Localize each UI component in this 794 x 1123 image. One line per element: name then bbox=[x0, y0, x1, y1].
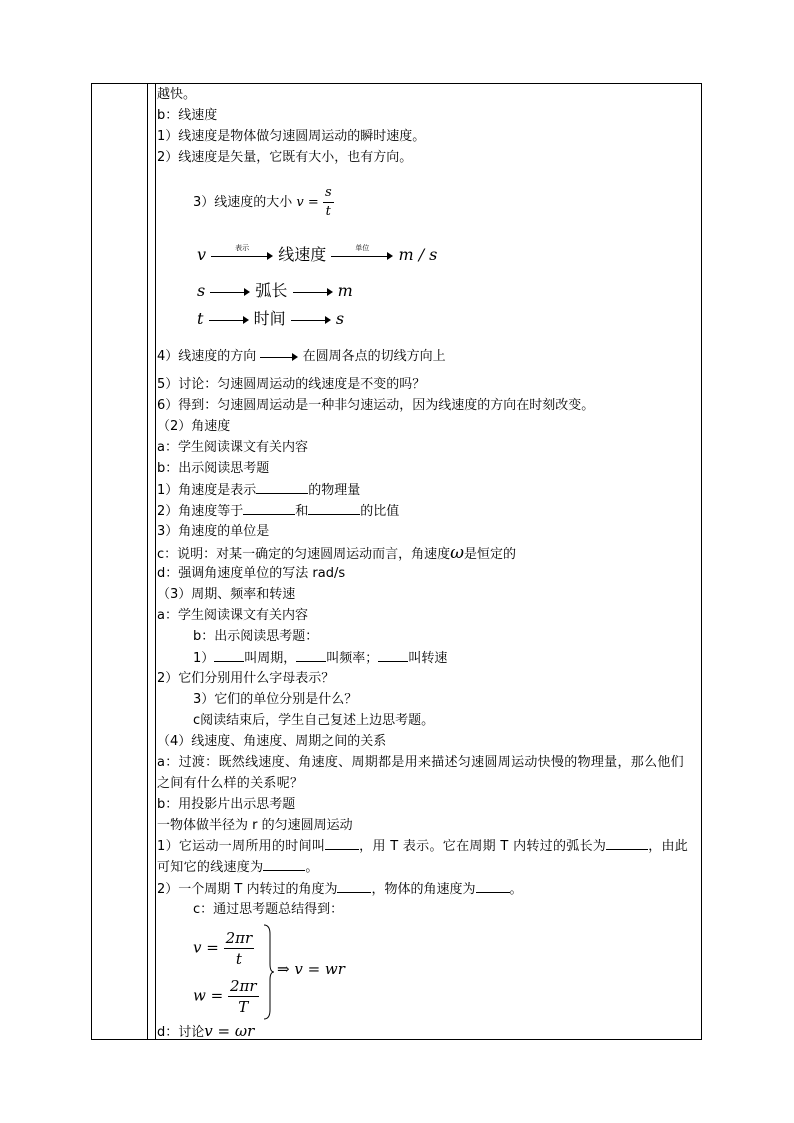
v-fraction: $\frac{2\pi r}{t}$ bbox=[225, 929, 253, 968]
text-line: c：通过思考题总结得到： bbox=[193, 902, 344, 917]
direction-line: 4）线速度的方向 在圆周各点的切线方向上 bbox=[157, 349, 446, 364]
flow-t-line: t 时间 s bbox=[197, 309, 345, 328]
text-line: b：用投影片出示思考题 bbox=[157, 797, 296, 812]
question-paragraph: 1）它运动一周所用的时间叫 ，用 T 表示。它在周期 T 内转过的弧长为 ，由此可知它的线速度为 。 bbox=[157, 839, 689, 875]
arrow-icon bbox=[260, 352, 298, 362]
section-heading: （3）周期、频率和转速 bbox=[157, 587, 296, 602]
answer-blank bbox=[325, 837, 359, 850]
text-line: b：出示阅读思考题： bbox=[193, 629, 319, 644]
arrow-icon: 表示 bbox=[211, 251, 273, 261]
flow-s-line: s 弧长 m bbox=[197, 281, 353, 300]
flow-v-line: v 表示 线速度 单位 m / s bbox=[197, 243, 438, 264]
text-line: b：出示阅读思考题 bbox=[157, 461, 270, 476]
text-line: 2）它们分别用什么字母表示？ bbox=[157, 671, 335, 686]
text-line: a：学生阅读课文有关内容 bbox=[157, 608, 308, 623]
text-line: d：讨论v = ωr bbox=[157, 1022, 255, 1040]
text-line: 3）它们的单位分别是什么？ bbox=[193, 692, 358, 707]
answer-blank bbox=[243, 502, 295, 515]
text-line: c：说明：对某一确定的匀速圆周运动而言，角速度ω是恒定的 bbox=[157, 543, 517, 563]
question-line: 1） 叫周期， 叫频率； 叫转速 bbox=[193, 651, 448, 666]
text-line: 1）线速度是物体做匀速圆周运动的瞬时速度。 bbox=[157, 129, 426, 144]
formula-block: v = $\frac{2\pi r}{t}$ w = $\frac{2\pi r}{T}$ ⇒ v = wr bbox=[193, 922, 493, 1022]
v-symbol: v = bbox=[296, 195, 319, 210]
question-line: 1）角速度是表示 的物理量 bbox=[157, 483, 361, 498]
result-formula: ⇒ v = wr bbox=[277, 960, 345, 978]
brace-icon bbox=[263, 924, 275, 1020]
answer-blank bbox=[296, 649, 326, 662]
arrow-icon bbox=[209, 315, 249, 325]
text-line: 6）得到：匀速圆周运动是一种非匀速运动，因为线速度的方向在时刻改变。 bbox=[157, 398, 595, 413]
answer-blank bbox=[308, 502, 360, 515]
s-over-t-fraction: $\frac{s}{t}$ bbox=[324, 185, 332, 219]
text-line: 3）角速度的单位是 bbox=[157, 524, 270, 539]
arrow-icon: 单位 bbox=[331, 251, 393, 261]
section-heading: （4）线速度、角速度、周期之间的关系 bbox=[157, 734, 387, 749]
answer-blank bbox=[214, 649, 244, 662]
answer-blank bbox=[263, 858, 305, 871]
text-line: d：强调角速度单位的写法 rad/s bbox=[157, 566, 346, 581]
paragraph: a：过渡：既然线速度、角速度、周期都是用来描述匀速圆周运动快慢的物理量，那么他们之间有什么样的关系呢？ bbox=[157, 755, 684, 791]
text-line: c阅读结束后，学生自己复述上边思考题。 bbox=[193, 713, 435, 728]
answer-blank bbox=[337, 880, 371, 893]
text-line: 5）讨论：匀速圆周运动的线速度是不变的吗？ bbox=[157, 377, 426, 392]
question-line: 2）一个周期 T 内转过的角度为 ，物体的角速度为 。 bbox=[157, 882, 523, 897]
answer-blank bbox=[378, 649, 408, 662]
arrow-icon bbox=[293, 287, 333, 297]
column-divider-2 bbox=[155, 84, 156, 1039]
answer-blank bbox=[476, 880, 510, 893]
answer-blank bbox=[256, 481, 308, 494]
question-line: 2）角速度等于 和 的比值 bbox=[157, 504, 400, 519]
text-line: 越快。 bbox=[157, 87, 197, 102]
answer-blank bbox=[606, 837, 648, 850]
text-line: 一物体做半径为 r 的匀速圆周运动 bbox=[157, 818, 353, 833]
text-line: a：学生阅读课文有关内容 bbox=[157, 440, 308, 455]
column-divider-1 bbox=[147, 84, 148, 1039]
section-heading: （2）角速度 bbox=[157, 419, 231, 434]
w-fraction: $\frac{2\pi r}{T}$ bbox=[229, 977, 257, 1016]
arrow-icon bbox=[291, 315, 331, 325]
arrow-icon bbox=[210, 287, 250, 297]
text-line: b：线速度 bbox=[157, 108, 218, 123]
text-line: 2）线速度是矢量，它既有大小，也有方向。 bbox=[157, 150, 413, 165]
speed-magnitude-line: 3）线速度的大小 v = $\frac{s}{t}$ bbox=[193, 185, 332, 219]
